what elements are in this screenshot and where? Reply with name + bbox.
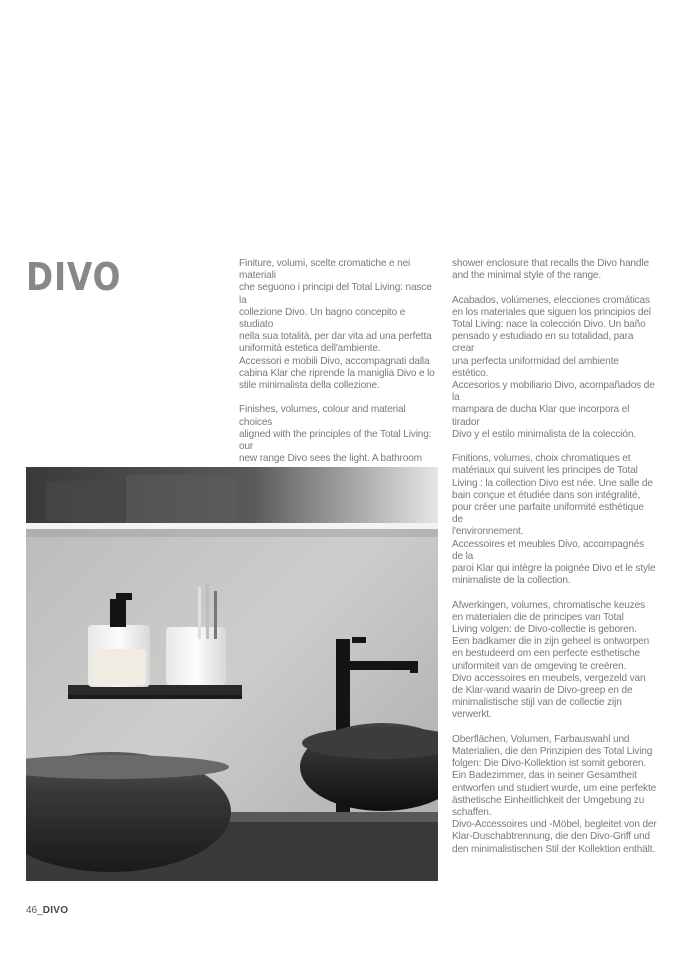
footer-label: DIVO <box>42 905 69 916</box>
page-footer <box>26 905 68 916</box>
led-strip <box>26 523 438 529</box>
paragraph-english-end: shower enclosure that recalls the Divo handle and the minimal style of the range. <box>452 258 649 282</box>
page-number: 46_ <box>26 905 43 916</box>
paragraph-italian: Finiture, volumi, scelte cromatiche e nei materiali che seguono i principi del Total Living: nasce la collezione Divo. Un bagno concepito e studiato nella sua totalità, per dar vita ad una perfetta uniformità estetica dell'ambiente. Accessori e mobili Divo, accompagnati dalla cabina Klar che riprende la maniglia Divo e lo stile minimalista della collezione. <box>239 258 435 392</box>
paragraph-french: Finitions, volumes, choix chromatiques et matériaux qui suivent les principes de Total Living : la collection Divo est née. Une salle de bain conçue et étudiée dans son intégralité, pour créer une parfaite uniformité esthétique de l'environnement. Accessoires et meubles Divo, accompagnés de la paroi Klar qui intègre la poignée Divo et le style minimaliste de la collection. <box>452 453 656 587</box>
paragraph-german: Oberflächen, Volumen, Farbauswahl und Materialien, die den Prinzipien des Total Living folgen: Die Divo-Kollektion ist somit geboren. Ein Badezimmer, das in seiner Gesamtheit entworfen und studiert wurde, um eine perfekte ästhetische Einheitlichkeit der Umgebung zu schaffen. Divo-Accessoires und -Möbel, begleitet von der Klar-Duschabtrennung, die den Divo-Griff und den minimalistischen Stil der Kollektion enthält. <box>452 733 657 855</box>
bathroom-photo <box>26 467 438 881</box>
paragraph-dutch: Afwerkingen, volumes, chromatische keuzes en materialen die de principes van Total Living volgen: de Divo-collectie is geboren. Een badkamer die in zijn geheel is ontworpen en bestudeerd om een perfecte esthetische uniformiteit van de omgeving te creëren. Divo accessoires en meubels, vergezeld van de Klar-wand waarin de Divo-greep en de minimalistische stijl van de collectie zijn verwerkt. <box>452 599 650 721</box>
paragraph-english-start: Finishes, volumes, colour and material choices aligned with the principles of the Total Living: our new range Divo sees the light. A bathroom <box>239 404 432 465</box>
page-title: DIVO <box>26 255 122 299</box>
paragraph-spanish: Acabados, volúmenes, elecciones cromáticas en los materiales que siguen los principios del Total Living: nace la colección Divo. Un baño pensado y estudiado en su totalidad, para crear una perfecta uniformidad del ambiente estético. Accesorios y mobiliario Divo, acompañados de la mampara de ducha Klar que incorpora el tirador Divo y el estilo minimalista de la colección. <box>452 294 655 440</box>
text-column-right <box>452 258 657 856</box>
